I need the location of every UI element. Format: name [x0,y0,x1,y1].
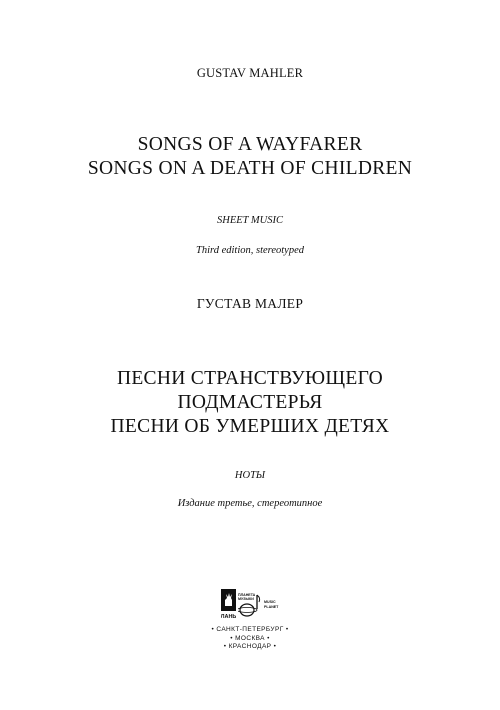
svg-text:PLANET: PLANET [264,605,279,609]
subtitle-russian: НОТЫ [234,470,266,481]
edition-english: Third edition, stereotyped [196,245,304,256]
edition-russian: Издание третье, стереотипное [177,498,323,509]
author-name-russian: ГУСТАВ МАЛЕР [196,296,304,311]
title-english-line: SONGS ON A DEATH OF CHILDREN [87,158,413,179]
music-planet-logo-icon [263,593,279,617]
city-line: • САНКТ-ПЕТЕРБУРГ • [211,626,289,633]
title-russian-line: ПЕСНИ ОБ УМЕРШИХ ДЕТЯХ [110,416,390,437]
author-name-english: GUSTAV MAHLER [196,66,304,80]
svg-text:ПЛАНЕТА: ПЛАНЕТА [238,593,256,597]
title-russian-line: ПОДМАСТЕРЬЯ [177,392,323,413]
title-english [0,133,500,181]
planet-music-logo-icon [238,591,262,619]
city-line: • МОСКВА • [230,634,270,642]
subtitle-english: SHEET MUSIC [216,215,283,226]
publisher-logos [221,589,281,623]
publisher-cities [0,626,500,652]
title-russian-line: ПЕСНИ СТРАНСТВУЮЩЕГО [116,368,384,389]
svg-text:MUSIC: MUSIC [264,600,276,604]
lan-logo-icon [221,589,236,619]
title-english-line: SONGS OF A WAYFARER [137,134,363,155]
city-line: • КРАСНОДАР • [223,643,277,650]
svg-text:МУЗЫКИ: МУЗЫКИ [238,597,254,601]
lan-logo-text: ЛАНЬ [221,614,236,619]
title-russian [0,367,500,439]
